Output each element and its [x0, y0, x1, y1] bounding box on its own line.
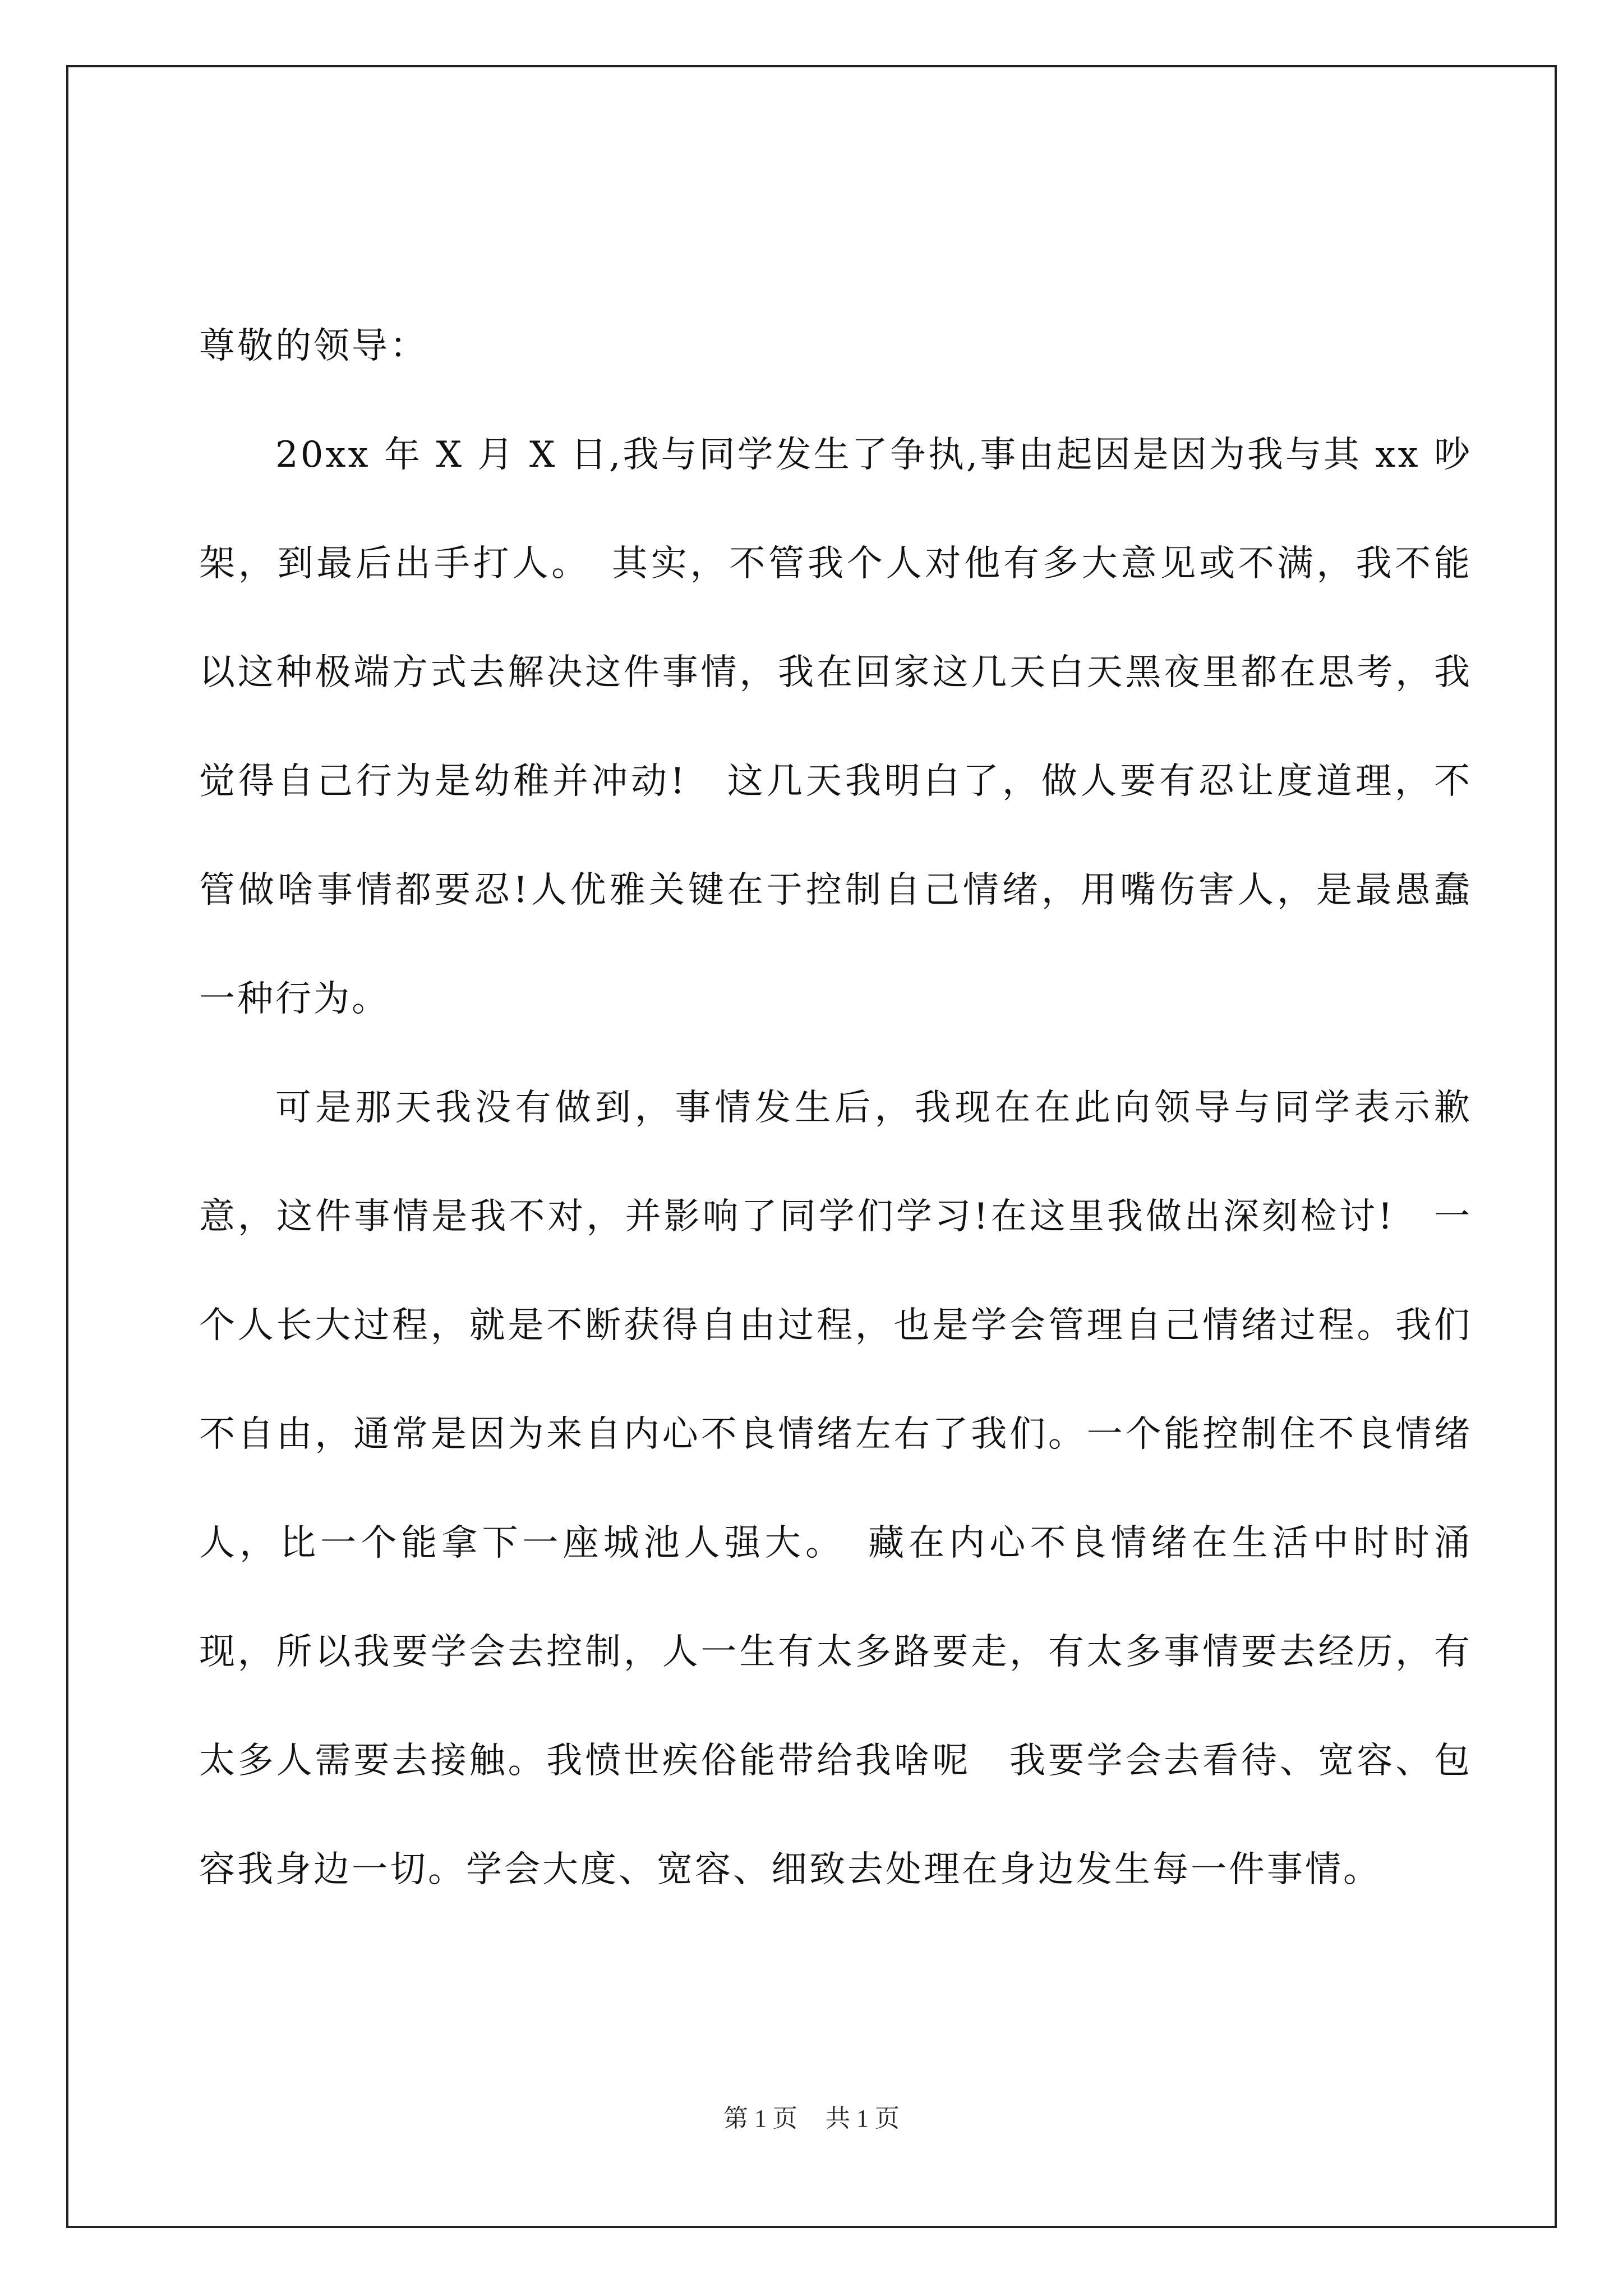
page-footer — [0, 2098, 1623, 2134]
paragraph-2: 可是那天我没有做到，事情发生后，我现在在此向领导与同学表示歉意，这件事情是我不对，并影响了同学们学习!在这里我做出深刻检讨! 一个人长大过程，就是不断获得自由过程，也是学会管理自己情绪过程。我们不自由，通常是因为来自内心不良情绪左右了我们。一个能控制住不良情绪人，比一个能拿下一座城池人强大。 藏在内心不良情绪在生活中时时涌现，所以我要学会去控制，人一生有太多路要走，有太多事情要去经历，有太多人需要去接触。我愤世疾俗能带给我啥呢 我要学会去看待、宽容、包容我身边一切。学会大度、宽容、细致去处理在身边发生每一件事情。 — [199, 1087, 1472, 1890]
document-body — [199, 292, 1472, 1924]
page-number-current: 第 1 页 — [723, 2105, 797, 2132]
paragraph-1: 20xx 年 X 月 X 日,我与同学发生了争执,事由起因是因为我与其 xx 吵架，到最后出手打人。 其实，不管我个人对他有多大意见或不满，我不能以这种极端方式去解决这件事情，我在回家这几天白天黑夜里都在思考，我觉得自己行为是幼稚并冲动! 这几天我明白了，做人要有忍让度道理，不管做啥事情都要忍!人优雅关键在于控制自己情绪，用嘴伤害人，是最愚蠢一种行为。 — [199, 434, 1472, 1020]
salutation: 尊敬的领导： — [199, 325, 428, 367]
page-number-total: 共 1 页 — [826, 2105, 900, 2132]
